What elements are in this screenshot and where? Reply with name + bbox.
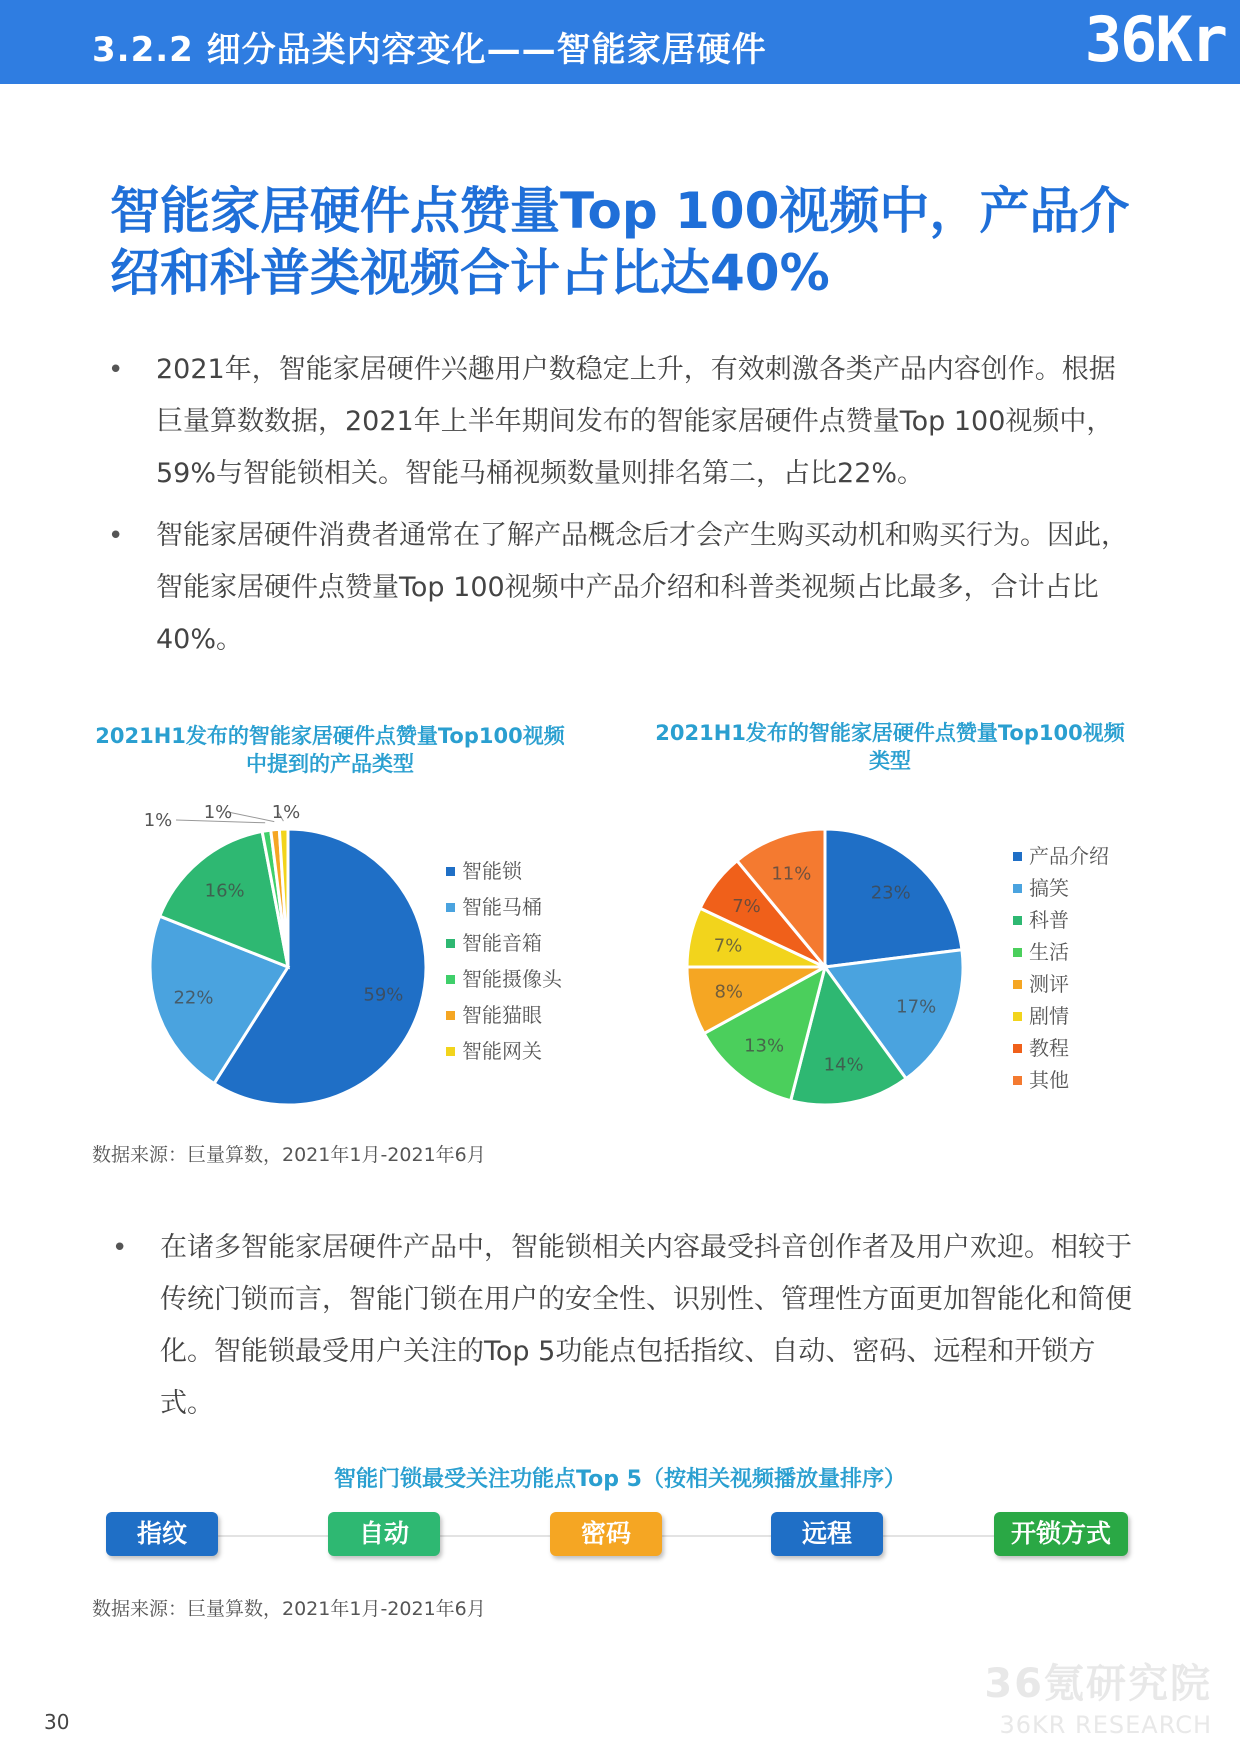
feature-title: 智能门锁最受关注功能点Top 5（按相关视频播放量排序） bbox=[334, 1467, 906, 1492]
chart-title-video-types: 2021H1发布的智能家居硬件点赞量Top100视频类型 bbox=[655, 721, 1125, 773]
legend-swatch bbox=[1013, 916, 1022, 925]
section-title: 3.2.2 细分品类内容变化——智能家居硬件 bbox=[92, 30, 767, 70]
bullet-item: • 2021年，智能家居硬件兴趣用户数稳定上升，有效刺激各类产品内容创作。根据巨量算数数据，2021年上半年期间发布的智能家居硬件点赞量Top 100视频中，59%与智能锁相关。智能马桶视频数量则排名第二，占比22%。 bbox=[108, 344, 1138, 500]
legend1-item-2 bbox=[446, 925, 562, 961]
legend-swatch bbox=[1013, 1012, 1022, 1021]
legend-swatch bbox=[1013, 884, 1022, 893]
pie1-label-1: 22% bbox=[173, 987, 214, 1009]
legend2-item-6 bbox=[1013, 1032, 1109, 1064]
data-source-note: 数据来源：巨量算数，2021年1月-2021年6月 bbox=[92, 1144, 486, 1166]
legend-swatch bbox=[1013, 852, 1022, 861]
legend-label: 产品介绍 bbox=[1029, 844, 1109, 868]
legend1-item-5 bbox=[446, 1033, 562, 1069]
legend2-item-7 bbox=[1013, 1064, 1109, 1096]
legend1-item-0 bbox=[446, 853, 562, 889]
feature-badge-auto: 自动 bbox=[328, 1512, 440, 1556]
legend1-item-3 bbox=[446, 961, 562, 997]
legend-swatch bbox=[1013, 1076, 1022, 1085]
legend-label: 生活 bbox=[1029, 940, 1069, 964]
feature-badge-fingerprint: 指纹 bbox=[106, 1512, 218, 1556]
legend-label: 测评 bbox=[1029, 972, 1069, 996]
legend-video-types bbox=[1013, 840, 1109, 1096]
feature-badge-unlock-method: 开锁方式 bbox=[994, 1512, 1128, 1556]
legend-swatch bbox=[1013, 948, 1022, 957]
legend-label: 智能网关 bbox=[462, 1039, 542, 1063]
feature-badge-remote: 远程 bbox=[771, 1512, 883, 1556]
legend-swatch bbox=[446, 1011, 455, 1020]
pie2-label-2: 14% bbox=[823, 1054, 864, 1076]
legend-label: 其他 bbox=[1029, 1068, 1069, 1092]
legend-label: 智能摄像头 bbox=[462, 967, 562, 991]
legend-label: 科普 bbox=[1029, 908, 1069, 932]
pie2-label-4: 8% bbox=[714, 981, 744, 1003]
legend2-item-2 bbox=[1013, 904, 1109, 936]
pie1-label-0: 59% bbox=[363, 984, 404, 1006]
pie1-label-3: 1% bbox=[143, 810, 173, 831]
legend1-item-4 bbox=[446, 997, 562, 1033]
legend-swatch bbox=[446, 903, 455, 912]
pie2-label-7: 11% bbox=[771, 863, 812, 885]
legend-product-types bbox=[446, 853, 562, 1069]
chart-title-product-types: 2021H1发布的智能家居硬件点赞量Top100视频中提到的产品类型 bbox=[95, 724, 565, 776]
legend2-item-0 bbox=[1013, 840, 1109, 872]
bullet-list-bottom bbox=[112, 1222, 1140, 1440]
logo-36kr: 36Kr bbox=[1084, 3, 1226, 76]
legend-label: 智能锁 bbox=[462, 859, 522, 883]
pie2-label-6: 7% bbox=[732, 896, 761, 918]
page-number: 30 bbox=[44, 1710, 70, 1734]
page-title: 智能家居硬件点赞量Top 100视频中，产品介绍和科普类视频合计占比达40% bbox=[110, 182, 1130, 302]
legend-label: 搞笑 bbox=[1029, 876, 1069, 900]
footer-brand-cn: 36氪研究院 bbox=[984, 1661, 1212, 1707]
legend2-item-3 bbox=[1013, 936, 1109, 968]
footer-brand-en: 36KR RESEARCH bbox=[999, 1711, 1212, 1739]
legend1-item-1 bbox=[446, 889, 562, 925]
legend2-item-4 bbox=[1013, 968, 1109, 1000]
pie1-label-4: 1% bbox=[203, 802, 233, 823]
legend-swatch bbox=[446, 1047, 455, 1056]
bullet-item: • 智能家居硬件消费者通常在了解产品概念后才会产生购买动机和购买行为。因此，智能家居硬件点赞量Top 100视频中产品介绍和科普类视频占比最多，合计占比40%。 bbox=[108, 510, 1138, 666]
legend-label: 智能猫眼 bbox=[462, 1003, 542, 1027]
legend-swatch bbox=[446, 939, 455, 948]
footer-brand-watermark bbox=[984, 1652, 1212, 1739]
pie1-label-2: 16% bbox=[204, 880, 245, 902]
pie1-label-5: 1% bbox=[271, 802, 301, 823]
pie2-label-0: 23% bbox=[870, 882, 911, 904]
legend-swatch bbox=[1013, 980, 1022, 989]
legend-label: 剧情 bbox=[1029, 1004, 1069, 1028]
pie2-label-5: 7% bbox=[713, 935, 743, 957]
data-source-note: 数据来源：巨量算数，2021年1月-2021年6月 bbox=[92, 1598, 486, 1620]
pie1-leader-line-4 bbox=[228, 812, 274, 822]
legend2-item-1 bbox=[1013, 872, 1109, 904]
bullet-item: • 在诸多智能家居硬件产品中，智能锁相关内容最受抖音创作者及用户欢迎。相较于传统门锁而言，智能门锁在用户的安全性、识别性、管理性方面更加智能化和简便化。智能锁最受用户关注的Top 5功能点包括指纹、自动、密码、远程和开锁方式。 bbox=[112, 1222, 1140, 1430]
legend-label: 智能音箱 bbox=[462, 931, 542, 955]
legend-label: 智能马桶 bbox=[462, 895, 542, 919]
pie2-label-1: 17% bbox=[896, 996, 937, 1018]
legend-swatch bbox=[446, 867, 455, 876]
legend-swatch bbox=[446, 975, 455, 984]
feature-badge-password: 密码 bbox=[550, 1512, 662, 1556]
pie2-label-3: 13% bbox=[744, 1035, 785, 1057]
legend2-item-5 bbox=[1013, 1000, 1109, 1032]
legend-label: 教程 bbox=[1029, 1036, 1069, 1060]
legend-swatch bbox=[1013, 1044, 1022, 1053]
